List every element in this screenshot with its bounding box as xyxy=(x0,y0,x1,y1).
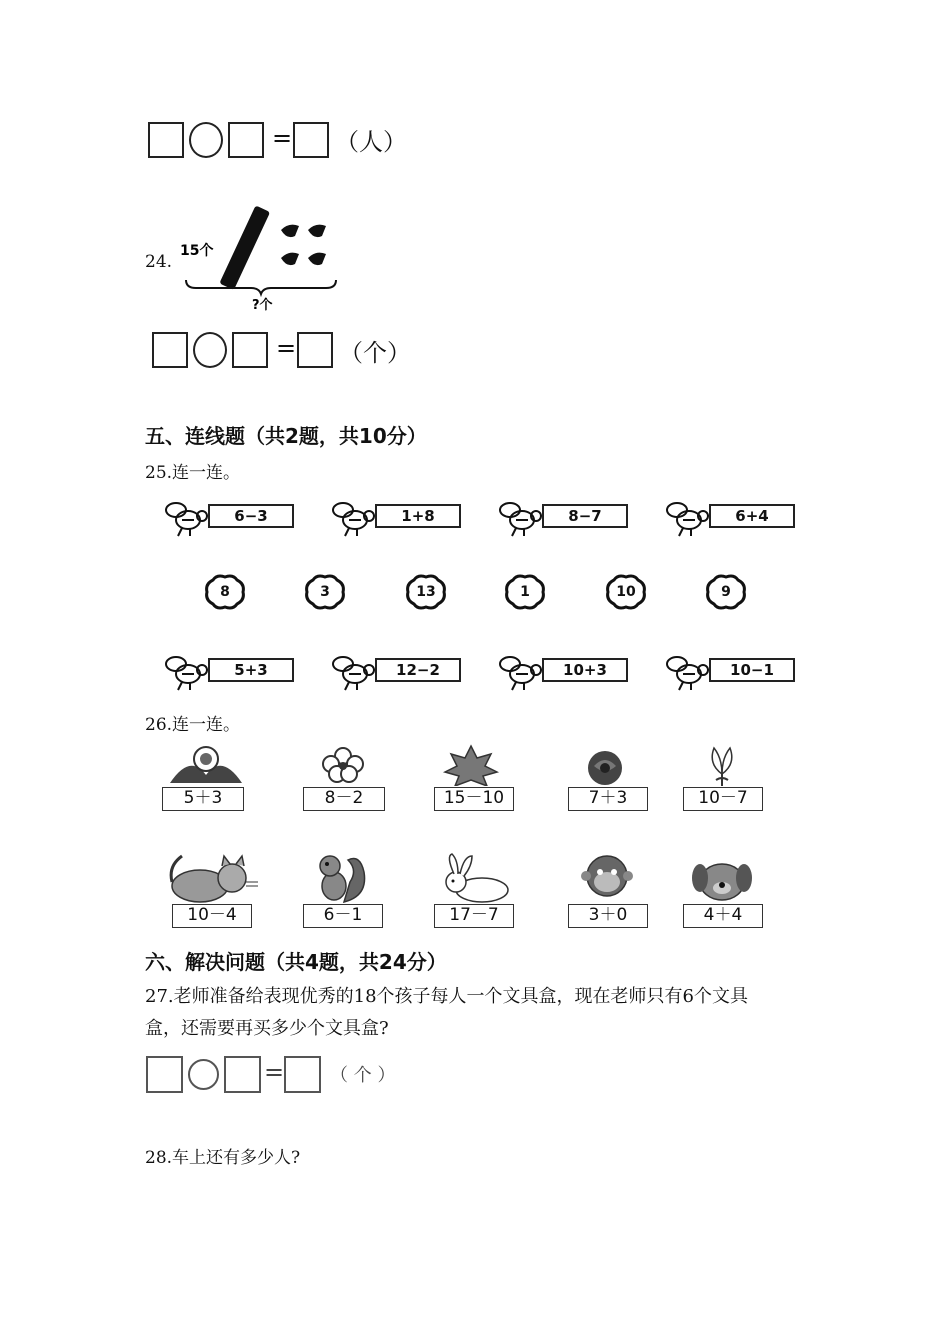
expression-card: 6－1 xyxy=(303,904,383,928)
expression-box: 12−2 xyxy=(375,658,461,682)
expression-box: 6−3 xyxy=(208,504,294,528)
unit-label: （ 个 ） xyxy=(330,1065,396,1086)
equals-sign: = xyxy=(264,1058,285,1086)
flower-label: 3 xyxy=(320,584,330,600)
answer-box-result[interactable] xyxy=(284,1056,321,1093)
shuttlecock-icon xyxy=(281,225,326,265)
expression-box: 10+3 xyxy=(542,658,628,682)
expression-card: 15－10 xyxy=(434,787,514,811)
flower-number[interactable] xyxy=(503,574,547,610)
expression-box: 6+4 xyxy=(709,504,795,528)
answer-box-2[interactable] xyxy=(228,122,264,158)
squirrel-icon xyxy=(310,852,370,904)
bee-icon xyxy=(492,652,542,692)
expression-box: 5+3 xyxy=(208,658,294,682)
bee-icon xyxy=(325,498,375,538)
flower-icon xyxy=(315,746,371,786)
dog-icon xyxy=(688,856,756,902)
shuttlecock-tube-icon xyxy=(219,205,270,290)
expression-card: 4＋4 xyxy=(683,904,763,928)
answer-box-2[interactable] xyxy=(232,332,268,368)
bee-icon xyxy=(158,652,208,692)
expression-card: 3＋0 xyxy=(568,904,648,928)
total-brace xyxy=(186,280,336,294)
badminton-figure xyxy=(176,205,346,315)
question-text-line: 盒，还需要再买多少个文具盒? xyxy=(145,1018,389,1039)
expression-card: 10－4 xyxy=(172,904,252,928)
flower-number[interactable] xyxy=(404,574,448,610)
expression-card: 17－7 xyxy=(434,904,514,928)
cat-icon xyxy=(168,852,260,904)
flower-number[interactable] xyxy=(203,574,247,610)
expression-card: 10－7 xyxy=(683,787,763,811)
answer-box-result[interactable] xyxy=(297,332,333,368)
maple-leaf-icon xyxy=(442,744,500,786)
expression-card: 7＋3 xyxy=(568,787,648,811)
sunflower-icon xyxy=(168,743,244,785)
section-heading: 六、解决问题（共4题，共24分） xyxy=(145,950,447,974)
expression-card: 5＋3 xyxy=(162,787,244,811)
answer-box-result[interactable] xyxy=(293,122,329,158)
equals-sign: = xyxy=(272,124,293,152)
answer-box-2[interactable] xyxy=(224,1056,261,1093)
monkey-icon xyxy=(578,852,636,902)
question-prompt: 26.连一连。 xyxy=(145,715,241,735)
bee-icon xyxy=(325,652,375,692)
rabbit-icon xyxy=(438,852,512,904)
bee-icon xyxy=(158,498,208,538)
question-prompt: 25.连一连。 xyxy=(145,463,241,483)
answer-box-1[interactable] xyxy=(146,1056,183,1093)
total-label: ?个 xyxy=(252,298,273,313)
expression-box: 1+8 xyxy=(375,504,461,528)
answer-box-1[interactable] xyxy=(152,332,188,368)
question-number: 24. xyxy=(145,252,173,272)
left-count-label: 15个 xyxy=(180,243,214,259)
answer-box-1[interactable] xyxy=(148,122,184,158)
operator-circle[interactable] xyxy=(188,1059,219,1090)
bee-icon xyxy=(659,652,709,692)
unit-label: （个） xyxy=(339,339,411,367)
operator-circle[interactable] xyxy=(193,332,227,368)
flower-number[interactable] xyxy=(303,574,347,610)
flower-label: 1 xyxy=(520,584,530,600)
flower-number[interactable] xyxy=(604,574,648,610)
expression-box: 10−1 xyxy=(709,658,795,682)
flower-label: 10 xyxy=(616,584,636,600)
operator-circle[interactable] xyxy=(189,122,223,158)
flower-label: 8 xyxy=(220,584,230,600)
question-prompt: 28.车上还有多少人? xyxy=(145,1148,301,1168)
section-heading: 五、连线题（共2题，共10分） xyxy=(145,424,427,448)
flower-label: 13 xyxy=(416,584,436,600)
flower-label: 9 xyxy=(721,584,731,600)
expression-box: 8−7 xyxy=(542,504,628,528)
rose-icon xyxy=(580,748,630,788)
unit-label: （人） xyxy=(335,128,407,156)
bee-icon xyxy=(659,498,709,538)
question-text-line: 27.老师准备给表现优秀的18个孩子每人一个文具盒，现在老师只有6个文具 xyxy=(145,986,748,1007)
flower-number[interactable] xyxy=(704,574,748,610)
expression-card: 8－2 xyxy=(303,787,385,811)
equals-sign: = xyxy=(276,334,297,362)
bee-icon xyxy=(492,498,542,538)
lily-icon xyxy=(700,744,744,786)
